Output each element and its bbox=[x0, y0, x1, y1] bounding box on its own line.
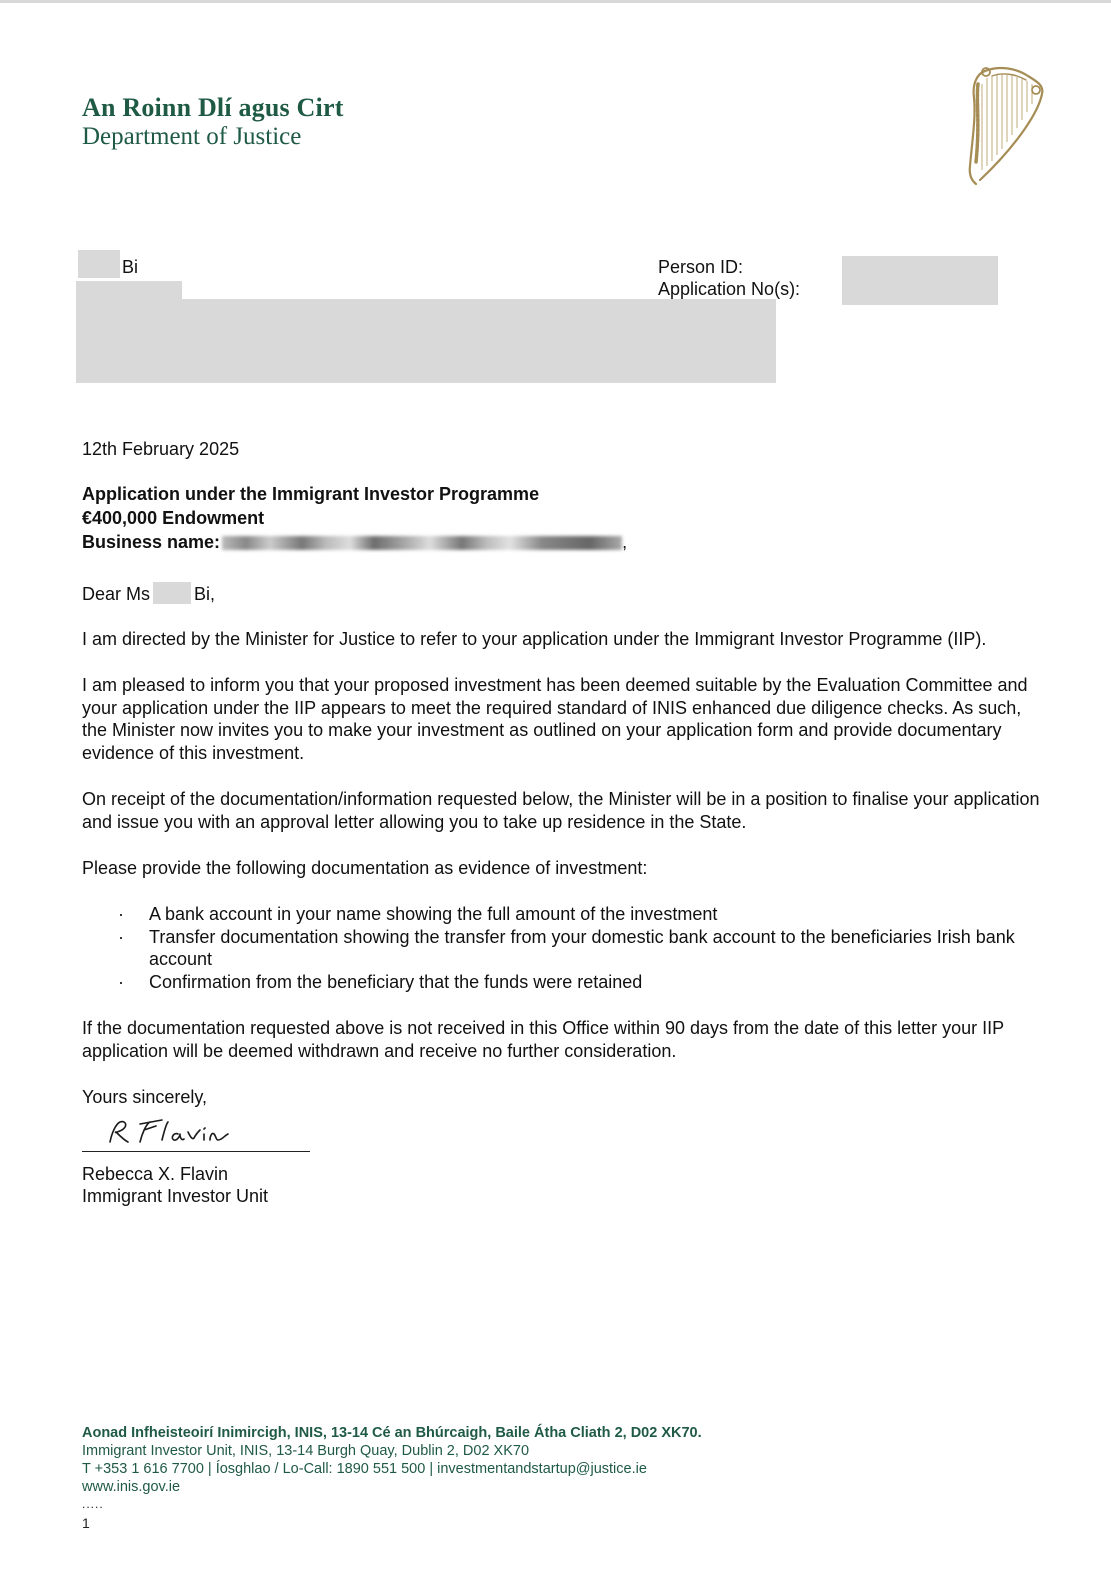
footer-dots: ..... bbox=[82, 1497, 104, 1511]
business-name-suffix: , bbox=[622, 532, 628, 552]
salutation-prefix: Dear Ms bbox=[82, 584, 151, 604]
letter-footer bbox=[82, 1424, 702, 1496]
bullet: · bbox=[118, 971, 124, 992]
redacted-address-block bbox=[76, 299, 776, 383]
bullet: · bbox=[118, 904, 124, 924]
salutation bbox=[82, 582, 215, 606]
paragraph-deadline: If the documentation requested above is not received in this Office within 90 days from the date of this letter your IIP application will be deemed withdrawn and receive no further consideration. bbox=[82, 1018, 1004, 1061]
evidence-list bbox=[112, 903, 1042, 993]
addressee-surname: Bi bbox=[122, 257, 139, 277]
list-item bbox=[112, 971, 1042, 994]
footer-contact: T +353 1 616 7700 | Íosghlao / Lo-Call: 1890 551 500 | investmentandstartup@justice.ie bbox=[82, 1461, 647, 1477]
letter-date: 12th February 2025 bbox=[82, 439, 240, 459]
list-item-text: Confirmation from the beneficiary that the funds were retained bbox=[149, 971, 643, 992]
harp-icon bbox=[958, 62, 1048, 188]
business-name-label: Business name: bbox=[82, 532, 221, 552]
page-number: 1 bbox=[82, 1515, 90, 1531]
redacted-first-name bbox=[78, 250, 120, 278]
list-item bbox=[112, 903, 1042, 926]
list-item bbox=[112, 926, 1042, 971]
signature-line bbox=[82, 1151, 310, 1152]
closing-phrase: Yours sincerely, bbox=[82, 1087, 208, 1107]
redacted-reference-numbers bbox=[842, 256, 998, 305]
footer-address-english: Immigrant Investor Unit, INIS, 13-14 Burgh Quay, Dublin 2, D02 XK70 bbox=[82, 1443, 530, 1459]
signatory-name: Rebecca X. Flavin bbox=[82, 1164, 229, 1184]
salutation-suffix: Bi, bbox=[194, 584, 216, 604]
subject-line-business bbox=[82, 531, 627, 554]
subject-line-programme: Application under the Immigrant Investor Programme bbox=[82, 484, 540, 504]
paragraph-documentation-request: Please provide the following documentation as evidence of investment: bbox=[82, 858, 648, 878]
paragraph-decision: I am pleased to inform you that your proposed investment has been deemed suitable by the Evaluation Committee and your application under the IIP appears to meet the required standard of INIS enhanced due diligence checks. As such, the Minister now invites you to make your investment as outlined on your application form and provide documentary evidence of this investment. bbox=[82, 675, 1028, 763]
footer-website: www.inis.gov.ie bbox=[82, 1479, 181, 1495]
list-item-text: Transfer documentation showing the transfer from your domestic bank account to the beneficiaries Irish bank account bbox=[149, 926, 1015, 969]
page-top-border bbox=[0, 0, 1111, 3]
department-name-english: Department of Justice bbox=[82, 123, 302, 150]
footer-address-irish: Aonad Infheisteoirí Inimircigh, INIS, 13-14 Cé an Bhúrcaigh, Baile Átha Cliath 2, D02 XK70. bbox=[82, 1425, 702, 1441]
subject-line-endowment: €400,000 Endowment bbox=[82, 508, 265, 528]
redacted-business-name bbox=[222, 536, 622, 550]
bullet: · bbox=[118, 926, 124, 947]
handwritten-signature bbox=[104, 1112, 234, 1152]
paragraph-intro: I am directed by the Minister for Justice to refer to your application under the Immigrant Investor Programme (IIP). bbox=[82, 629, 987, 649]
department-letterhead bbox=[82, 92, 344, 151]
paragraph-next-steps: On receipt of the documentation/information requested below, the Minister will be in a position to finalise your application and issue you with an approval letter allowing you to take up residence in the State. bbox=[82, 789, 1040, 832]
redacted-salutation-name bbox=[153, 582, 191, 604]
list-item-text: A bank account in your name showing the full amount of the investment bbox=[149, 904, 718, 924]
department-name-irish: An Roinn Dlí agus Cirt bbox=[82, 93, 344, 122]
person-id-label: Person ID: bbox=[658, 257, 744, 277]
signatory-unit: Immigrant Investor Unit bbox=[82, 1186, 269, 1206]
application-number-label: Application No(s): bbox=[658, 279, 801, 299]
